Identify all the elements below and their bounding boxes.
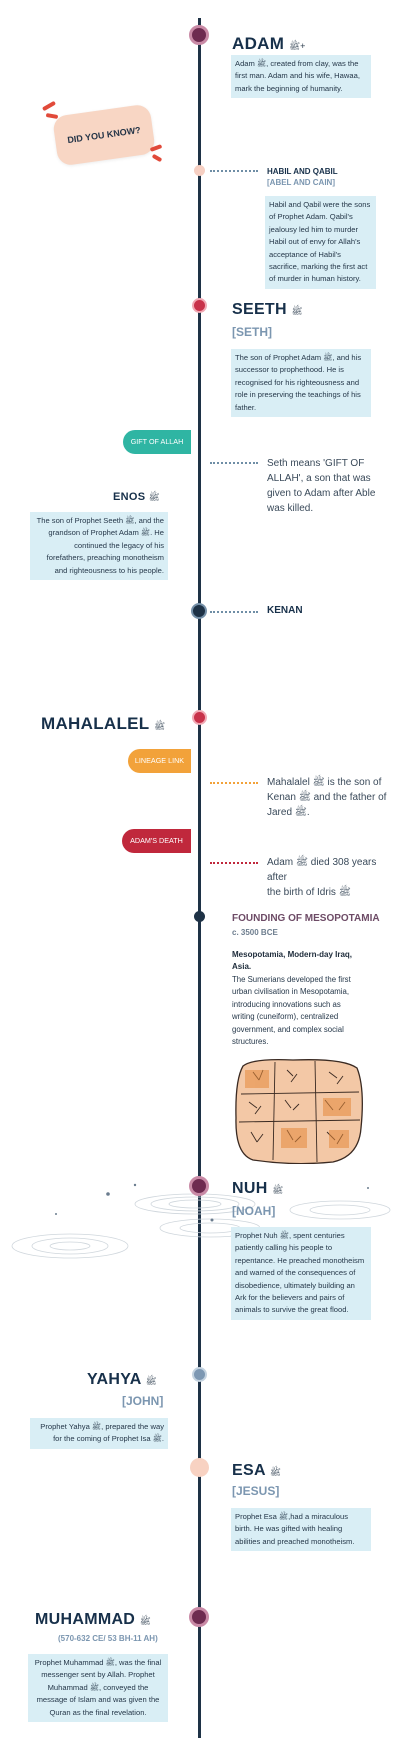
enos-title: ENOS xyxy=(113,491,146,503)
adams-death-tag: ADAM'S DEATH xyxy=(122,829,191,853)
timeline-node-kenan xyxy=(191,603,207,619)
muhammad-title-row xyxy=(35,1611,151,1629)
connector-dots xyxy=(210,170,258,172)
death-note-line: Adam ﷺ died 308 years xyxy=(267,857,377,868)
esa-title-row xyxy=(232,1462,281,1480)
meso-place-line: Asia. xyxy=(232,962,252,971)
timeline-node-esa xyxy=(190,1458,209,1477)
did-you-know-badge xyxy=(52,103,156,166)
connector-dots xyxy=(210,462,258,464)
habil-title: HABIL AND QABIL xyxy=(267,167,338,176)
connector-dots xyxy=(210,782,258,784)
meso-place-line: Mesopotamia, Modern-day Iraq, xyxy=(232,950,353,959)
esa-honorific: ﷺ xyxy=(269,1467,281,1477)
timeline-node-nuh xyxy=(189,1176,209,1196)
yahya-subtitle: [JOHN] xyxy=(122,1394,164,1408)
death-note-line: after xyxy=(267,872,288,883)
death-note xyxy=(267,855,392,900)
mahalalel-honorific: ﷺ xyxy=(154,721,166,731)
meso-date: c. 3500 BCE xyxy=(232,928,278,937)
gift-of-allah-tag: GIFT OF ALLAH xyxy=(123,430,191,454)
seeth-title: SEETH xyxy=(232,301,287,318)
esa-subtitle: [JESUS] xyxy=(232,1484,280,1498)
nuh-description: Prophet Nuh ﷺ, spent centuries patiently calling his people to repentance. He preached monotheism and warned of the consequences of disobedience, ultimately building an Ark for the believers and pairs of animals to survive the great flood. xyxy=(231,1227,371,1320)
nuh-subtitle: [NOAH] xyxy=(232,1204,276,1218)
timeline-node-yahya xyxy=(192,1367,207,1382)
nuh-honorific: ﷺ xyxy=(272,1185,284,1195)
habil-subtitle: [ABEL AND CAIN] xyxy=(267,178,335,187)
muhammad-title: MUHAMMAD xyxy=(35,1611,136,1628)
esa-description: Prophet Esa ﷺ,had a miraculous birth. He was gifted with healing abilities and preached monotheism. xyxy=(231,1508,371,1551)
yahya-title: YAHYA xyxy=(87,1371,141,1388)
yahya-honorific: ﷺ xyxy=(145,1376,157,1386)
nuh-title-row xyxy=(232,1180,283,1198)
enos-honorific: ﷺ xyxy=(148,492,160,502)
spark-icon xyxy=(46,113,59,119)
timeline-node-mahalalel xyxy=(192,710,207,725)
did-you-know-label: DID YOU KNOW? xyxy=(66,124,142,146)
timeline-node-seeth xyxy=(192,298,207,313)
seeth-honorific: ﷺ xyxy=(291,306,303,316)
seeth-title-row xyxy=(232,301,302,319)
habil-description: Habil and Qabil were the sons of Prophet Adam. Qabil's jealousy led him to murder Habil out of envy for Allah's acceptance of Habil's sacrifice, marking the first act of murder in human history. xyxy=(265,196,376,289)
lineage-note: Mahalalel ﷺ is the son of Kenan ﷺ and the father of Jared ﷺ. xyxy=(267,777,387,818)
yahya-description: Prophet Yahya ﷺ, prepared the way for the coming of Prophet Isa ﷺ. xyxy=(30,1418,168,1449)
lineage-link-tag: LINEAGE LINK xyxy=(128,749,191,773)
muhammad-description: Prophet Muhammad ﷺ, was the final messenger sent by Allah. Prophet Muhammad ﷺ, conveyed the message of Islam and was given the Quran as the final revelation. xyxy=(28,1654,168,1722)
enos-title-row xyxy=(113,491,160,505)
spark-icon xyxy=(152,154,163,162)
mahalalel-title-row xyxy=(41,714,165,734)
timeline-node-adam xyxy=(189,25,209,45)
timeline-node-muhammad xyxy=(189,1607,209,1627)
adam-description: Adam ﷺ, created from clay, was the first man. Adam and his wife, Hawaa, mark the beginning of humanity. xyxy=(231,55,371,98)
seeth-description: The son of Prophet Adam ﷺ, and his successor to prophethood. He is recognised for his righteousness and role in preserving the teachings of his father. xyxy=(231,349,371,417)
adam-honorific: ﷺ+ xyxy=(289,41,306,51)
connector-dots xyxy=(210,862,258,864)
kenan-title: KENAN xyxy=(267,605,303,616)
mahalalel-title: MAHALALEL xyxy=(41,714,150,733)
seeth-subtitle: [SETH] xyxy=(232,325,272,339)
meso-description: The Sumerians developed the first urban civilisation in Mesopotamia, introducing innovations such as writing (cuneiform), centralized government, and complex social structures. xyxy=(232,975,351,1047)
muhammad-honorific: ﷺ xyxy=(139,1616,151,1626)
adam-title-row xyxy=(232,34,305,54)
esa-title: ESA xyxy=(232,1462,266,1479)
spark-icon xyxy=(42,101,56,111)
death-note-line: the birth of Idris ﷺ xyxy=(267,887,351,898)
meso-place xyxy=(232,949,352,973)
timeline-spine xyxy=(198,18,201,1738)
adam-title: ADAM xyxy=(232,34,285,53)
meso-title: FOUNDING OF MESOPOTAMIA xyxy=(232,913,380,924)
timeline-node-habil xyxy=(194,165,205,176)
cuneiform-tablet-image xyxy=(233,1058,364,1164)
gift-note: Seth means 'GIFT OF ALLAH', a son that was given to Adam after Able was killed. xyxy=(267,458,376,514)
muhammad-subtitle: (570-632 CE/ 53 BH-11 AH) xyxy=(58,1634,158,1643)
timeline-node-mesopotamia xyxy=(194,911,205,922)
enos-description: The son of Prophet Seeth ﷺ, and the grandson of Prophet Adam ﷺ. He continued the legacy of his forefathers, preaching monotheism and righteousness to his people. xyxy=(30,512,168,580)
nuh-title: NUH xyxy=(232,1180,268,1197)
yahya-title-row xyxy=(87,1371,157,1389)
connector-dots xyxy=(210,611,258,613)
